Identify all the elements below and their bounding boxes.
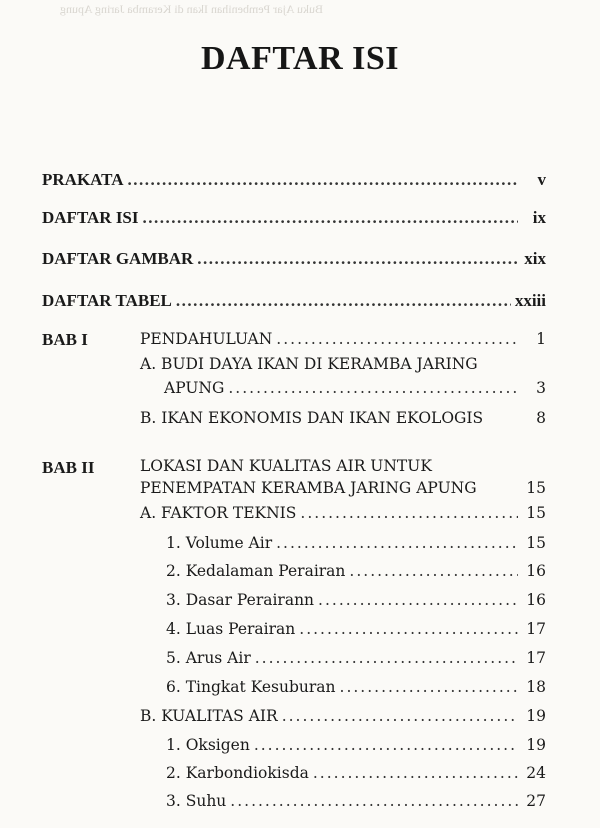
toc-section-1a[interactable]: [164, 379, 546, 397]
leader-dots: [197, 249, 518, 269]
entry-page: 27: [526, 792, 546, 810]
toc-item[interactable]: [166, 562, 546, 580]
entry-page: 24: [526, 764, 546, 782]
toc-section-1b[interactable]: B. IKAN EKONOMIS DAN IKAN EKOLOGIS: [140, 409, 484, 427]
entry-page: 15: [526, 534, 546, 552]
entry-label: APUNG: [164, 379, 225, 397]
entry-page: 15: [526, 504, 546, 522]
entry-page: 3: [536, 379, 546, 397]
toc-item[interactable]: [166, 736, 546, 754]
entry-page: ix: [532, 208, 546, 227]
leader-dots: [254, 736, 518, 754]
toc-entry-daftar-gambar[interactable]: [42, 249, 546, 269]
toc-section-title-line1[interactable]: A. BUDI DAYA IKAN DI KERAMBA JARING: [140, 355, 478, 373]
entry-label: PRAKATA: [42, 170, 124, 189]
entry-label: 2. Kedalaman Perairan: [166, 562, 346, 580]
leader-dots: [349, 562, 518, 580]
entry-page: 15: [526, 479, 546, 497]
toc-item[interactable]: [166, 678, 546, 696]
entry-page: 16: [526, 562, 546, 580]
entry-page: xxiii: [514, 291, 546, 310]
leader-dots: [143, 208, 518, 228]
entry-label: DAFTAR TABEL: [42, 291, 172, 310]
entry-page: 17: [526, 649, 546, 667]
entry-label: 1. Volume Air: [166, 534, 273, 552]
leader-dots: [276, 534, 518, 552]
entry-label: 2. Karbondiokisda: [166, 764, 309, 782]
leader-dots: [230, 792, 518, 810]
toc-chapter-2-title-line2[interactable]: PENEMPATAN KERAMBA JARING APUNG: [140, 479, 477, 497]
entry-label: B. KUALITAS AIR: [140, 707, 278, 725]
toc-item[interactable]: [166, 792, 546, 810]
entry-label: 5. Arus Air: [166, 649, 251, 667]
entry-page: v: [537, 170, 546, 189]
entry-label: 3. Suhu: [166, 792, 227, 810]
leader-dots: [300, 504, 518, 522]
toc-chapter-1[interactable]: [140, 330, 546, 348]
toc-item[interactable]: [166, 764, 546, 782]
toc-item[interactable]: [166, 591, 546, 609]
leader-dots: [313, 764, 518, 782]
entry-page: 19: [526, 707, 546, 725]
leader-dots: [299, 620, 518, 638]
toc-item[interactable]: [166, 649, 546, 667]
leader-dots: [176, 291, 511, 311]
entry-label: A. FAKTOR TEKNIS: [140, 504, 297, 522]
leader-dots: [228, 379, 518, 397]
toc-section-2b[interactable]: [140, 707, 546, 725]
entry-label: 1. Oksigen: [166, 736, 250, 754]
chapter-number: BAB I: [42, 330, 88, 349]
entry-page: 1: [536, 330, 546, 348]
leader-dots: [276, 330, 518, 348]
toc-entry-daftar-isi[interactable]: [42, 208, 546, 228]
toc-entry-prakata[interactable]: [42, 170, 546, 190]
entry-label: 4. Luas Perairan: [166, 620, 296, 638]
page-title: DAFTAR ISI: [200, 40, 399, 77]
entry-page: xix: [524, 249, 546, 268]
toc-item[interactable]: [166, 620, 546, 638]
leader-dots: [128, 170, 518, 190]
entry-label: 3. Dasar Perairann: [166, 591, 315, 609]
entry-label: DAFTAR GAMBAR: [42, 249, 194, 268]
leader-dots: [318, 591, 518, 609]
entry-page: 16: [526, 591, 546, 609]
leader-dots: [282, 707, 518, 725]
toc-section-2a[interactable]: [140, 504, 546, 522]
chapter-number: BAB II: [42, 458, 95, 477]
toc-entry-daftar-tabel[interactable]: [42, 291, 546, 311]
toc-chapter-2-title-line1[interactable]: LOKASI DAN KUALITAS AIR UNTUK: [140, 457, 432, 475]
entry-page: 8: [536, 409, 546, 427]
entry-label: PENDAHULUAN: [140, 330, 273, 348]
toc-item[interactable]: [166, 534, 546, 552]
leader-dots: [255, 649, 518, 667]
entry-page: 18: [526, 678, 546, 696]
leader-dots: [340, 678, 518, 696]
entry-page: 17: [526, 620, 546, 638]
entry-label: DAFTAR ISI: [42, 208, 139, 227]
entry-page: 19: [526, 736, 546, 754]
bleed-through-header: Buku Ajar Pembenihan Ikan di Keramba Jaring Apung: [60, 2, 323, 16]
entry-label: 6. Tingkat Kesuburan: [166, 678, 336, 696]
